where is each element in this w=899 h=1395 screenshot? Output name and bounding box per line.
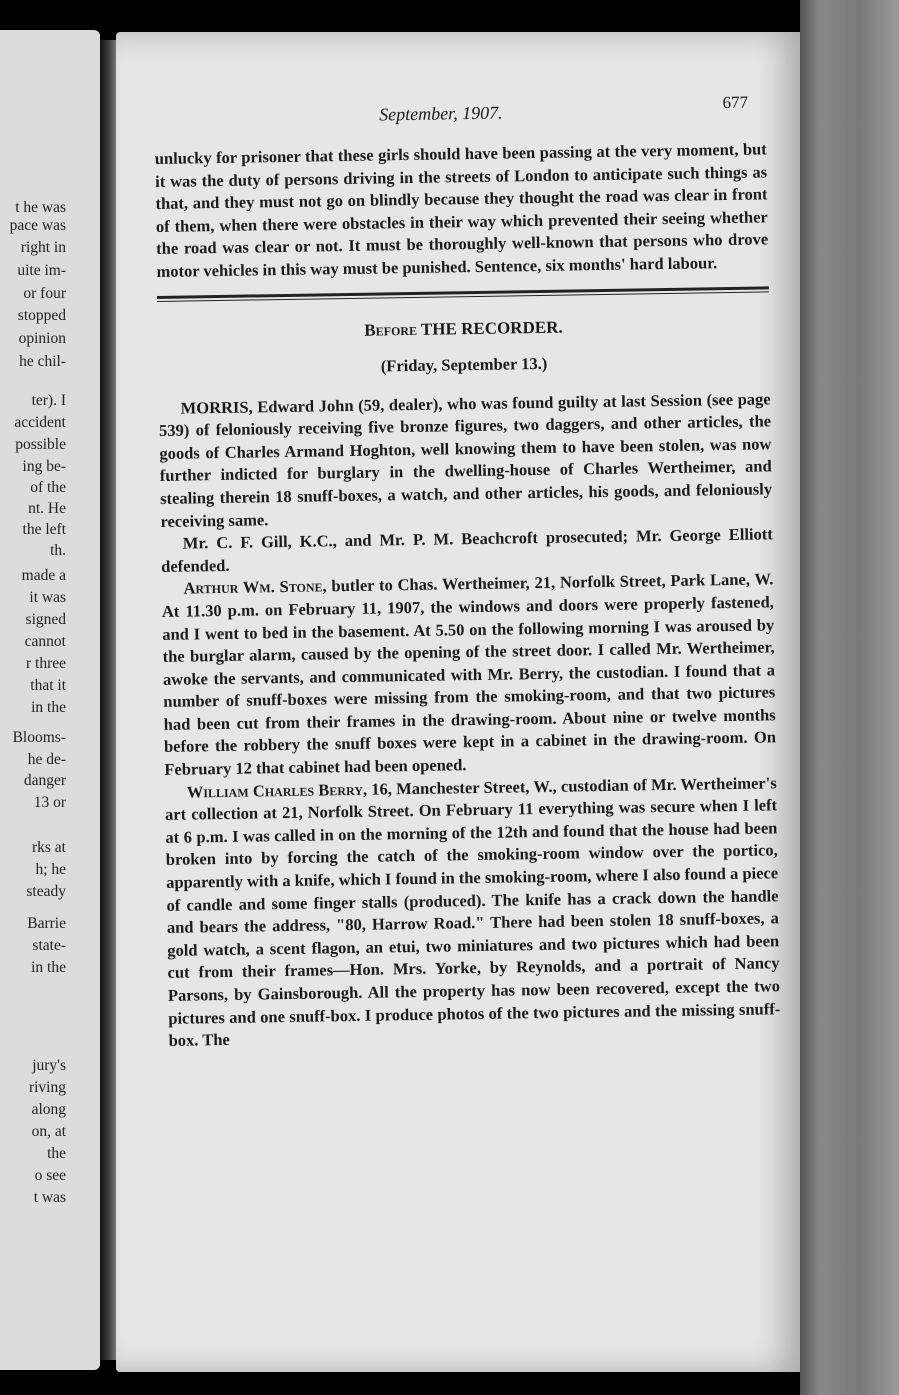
left-page-fragment: opinion: [18, 330, 66, 347]
left-page-fragment: the: [47, 1145, 66, 1162]
indictment-paragraph: MORRIS, Edward John (59, dealer), who was found guilty at last Session (see page 539) of feloniously receiving five bronze figures, two daggers, and other articles, the goods of Charles Armand Hoghton, well knowing them to have been stolen, was now further indicted for burglary in the dwelling-house of Charles Wertheimer, and stealing therein 18 snuff-boxes, a watch, and other articles, his goods, and feloniously receiving same.: [158, 388, 773, 531]
left-page-fragment: Barrie: [27, 915, 66, 932]
left-page-fragment: riving: [28, 1079, 66, 1096]
witness-berry-text: , 16, Manchester Street, W., custodian of Mr. Wertheimer's art collection at 21, Norfolk Street. On February 11 everything was secure when I left at 6 p.m. I was called in on the morning of the 12th and found that the house had been broken into by forcing the catch of the smoking-room window over the portico, apparently with a knife, which I found in the smoking-room, where I also found a piece of candle and some finger stalls (produced). The knife has a crack down the handle and bears the address, "80, Harrow Road." There had been stolen 18 snuff-boxes, a gold watch, a scent flagon, an etui, two miniatures and two pictures which had been cut from their frames—Hon. Mrs. Yorke, by Reynolds, and a portrait of Nancy Parsons, by Gainsborough. All the property has now been recovered, except the two pictures and one snuff-box. I produce photos of the two pictures and the missing snuff-box. The: [164, 772, 781, 1051]
heading-recorder: THE RECORDER.: [416, 317, 563, 339]
page-text: [154, 92, 781, 1052]
left-page-fragment: h; he: [35, 861, 66, 878]
left-page-fragment: of the: [30, 479, 66, 496]
counsel-paragraph: Mr. C. F. Gill, K.C., and Mr. P. M. Beachcroft prosecuted; Mr. George Elliott defended.: [161, 524, 773, 576]
heading-before: Before: [364, 319, 418, 340]
left-page-fragment: ter). I: [31, 392, 66, 409]
left-page-fragment: r three: [25, 655, 66, 672]
section-heading: [157, 314, 769, 344]
left-page-fragment: Blooms-: [12, 729, 66, 746]
left-page-fragment: t was: [33, 1189, 66, 1206]
section-rule: [157, 286, 769, 302]
witness-stone-text: , butler to Chas. Wertheimer, 21, Norfolk Street, Park Lane, W. At 11.30 p.m. on February 11, 1907, the windows and doors were properly fastened, and I went to bed in the basement. At 5.50 on the following morning I was aroused by the burglar alarm, caused by the opening of the street door. I called Mr. Wertheimer, awoke the servants, and communicated with Mr. Berry, the custodian. I found that a number of snuff-boxes were missing from the smoking-room, and that two pictures had been cut from their frames in the drawing-room. About nine or twelve months before the robbery the snuff boxes were kept in a cabinet in the drawing-room. On February 12 that cabinet had been opened.: [161, 569, 777, 779]
left-page-fragment: state-: [32, 937, 66, 954]
left-page-fragment: he chil-: [19, 353, 66, 370]
witness-berry-paragraph: [165, 772, 781, 1053]
left-page-fragment: or four: [23, 285, 66, 302]
session-date: (Friday, September 13.): [380, 353, 548, 376]
left-page-fragment: cannot: [24, 633, 66, 650]
left-page-fragment: jury's: [32, 1057, 66, 1074]
left-page-fragment: that it: [30, 677, 66, 694]
witness-berry-name: William Charles Berry: [186, 779, 364, 802]
left-page-fragment: pace was: [9, 217, 66, 234]
witness-stone-name: Arthur Wm. Stone: [183, 576, 323, 598]
left-page-fragment: the left: [22, 521, 66, 538]
left-page-fragment: along: [31, 1101, 66, 1118]
left-page-fragment: it was: [29, 589, 66, 606]
left-page-fragment: steady: [26, 883, 66, 900]
left-page-fragment: ing be-: [22, 458, 66, 475]
continuation-paragraph: unlucky for prisoner that these girls should have been passing at the very moment, but it was the duty of persons driving in the streets of London to anticipate such things as that, and they must not go on blindly because they thought the road was clear in front of them, when there were obstacles in their way which prevented their seeing whether the road was clear or not. It must be thoroughly well-known that persons who drove motor vehicles in this way must be punished. Sentence, six months' hard labour.: [154, 139, 769, 281]
left-page-fragment: rks at: [31, 839, 66, 856]
left-page-fragment: danger: [23, 772, 66, 789]
left-page-fragment: t he was: [15, 199, 66, 216]
left-page-fragment: in the: [31, 699, 66, 716]
left-page-fragment: he de-: [27, 751, 66, 768]
page-edge-shadow: [800, 0, 899, 1395]
left-page-fragment: made a: [21, 567, 66, 584]
left-page-fragment: uite im-: [17, 262, 66, 279]
left-page-fragment: nt. He: [28, 500, 66, 517]
running-title: September, 1907.: [378, 102, 503, 125]
left-page: [0, 30, 100, 1370]
left-page-fragment: 13 or: [33, 794, 66, 811]
left-page-fragment: right in: [20, 239, 66, 256]
left-page-fragment: accident: [14, 414, 66, 431]
witness-stone-paragraph: [161, 569, 776, 782]
left-page-fragment: signed: [25, 611, 66, 628]
left-page-fragment: th.: [50, 542, 66, 559]
page-number: 677: [722, 92, 749, 113]
left-page-fragment: in the: [31, 959, 66, 976]
left-page-fragment: o see: [34, 1167, 66, 1184]
left-page-fragment: stopped: [17, 307, 66, 324]
book-gutter: [100, 40, 116, 1360]
left-page-fragment: possible: [15, 436, 66, 453]
left-page-fragment: on, at: [31, 1123, 66, 1140]
